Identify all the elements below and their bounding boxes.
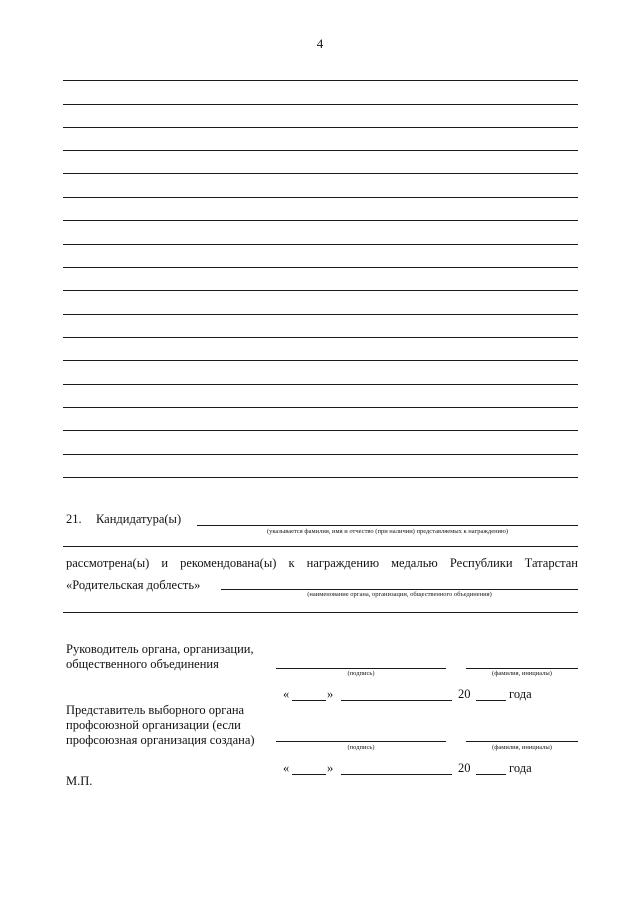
representative-signature-line[interactable] <box>276 741 446 742</box>
blank-line <box>63 430 578 431</box>
blank-line <box>63 104 578 105</box>
blank-line <box>63 197 578 198</box>
blank-line <box>63 127 578 128</box>
representative-date-quote-open: « <box>283 761 290 775</box>
medal-name: «Родительская доблесть» <box>66 578 201 592</box>
head-signature-line[interactable] <box>276 668 446 669</box>
candidacy-caption: (указывается фамилия, имя и отчество (при наличии) представляемых к награждению) <box>266 528 509 535</box>
representative-date-month-line[interactable] <box>341 774 452 775</box>
head-date-quote-open: « <box>283 687 290 701</box>
blank-line <box>63 360 578 361</box>
blank-line <box>63 314 578 315</box>
head-date-year-prefix: 20 <box>458 687 471 701</box>
blank-line <box>63 173 578 174</box>
head-signature-caption: (подпись) <box>347 670 375 677</box>
head-date-day-line[interactable] <box>292 700 326 701</box>
representative-date-year-suffix: года <box>509 761 532 775</box>
blank-line <box>63 384 578 385</box>
representative-name-line[interactable] <box>466 741 578 742</box>
head-name-line[interactable] <box>466 668 578 669</box>
organ-caption: (наименование органа, организации, общественного объединения) <box>307 591 492 598</box>
considered-text: рассмотрена(ы) и рекомендована(ы) к награждению медалью Республики Татарстан <box>66 556 578 570</box>
blank-line <box>63 80 578 81</box>
representative-date-year-line[interactable] <box>476 774 506 775</box>
representative-date-year-prefix: 20 <box>458 761 471 775</box>
head-date-year-line[interactable] <box>476 700 506 701</box>
representative-label: Представитель выборного органа профсоюзной организации (если профсоюзная организация создана) <box>66 703 255 747</box>
blank-line <box>63 407 578 408</box>
candidacy-fill-line[interactable] <box>197 525 578 526</box>
candidacy-label: Кандидатура(ы) <box>96 512 182 526</box>
head-date-year-suffix: года <box>509 687 532 701</box>
seal-label: М.П. <box>66 774 93 788</box>
representative-date-day-line[interactable] <box>292 774 326 775</box>
representative-date-quote-close: » <box>327 761 334 775</box>
page-number: 4 <box>316 36 324 51</box>
head-date-quote-close: » <box>327 687 334 701</box>
blank-line <box>63 244 578 245</box>
representative-signature-caption: (подпись) <box>347 744 375 751</box>
blank-line <box>63 454 578 455</box>
blank-line <box>63 267 578 268</box>
blank-line <box>63 290 578 291</box>
blank-line <box>63 477 578 478</box>
representative-name-caption: (фамилия, инициалы) <box>492 744 552 751</box>
head-label: Руководитель органа, организации, общественного объединения <box>66 642 254 671</box>
blank-line <box>63 150 578 151</box>
section-number: 21. <box>66 512 82 526</box>
candidacy-fill-line-2[interactable] <box>63 546 578 547</box>
organ-fill-line[interactable] <box>221 589 578 590</box>
blank-line <box>63 337 578 338</box>
organ-fill-line-2[interactable] <box>63 612 578 613</box>
head-date-month-line[interactable] <box>341 700 452 701</box>
head-name-caption: (фамилия, инициалы) <box>492 670 552 677</box>
blank-line <box>63 220 578 221</box>
